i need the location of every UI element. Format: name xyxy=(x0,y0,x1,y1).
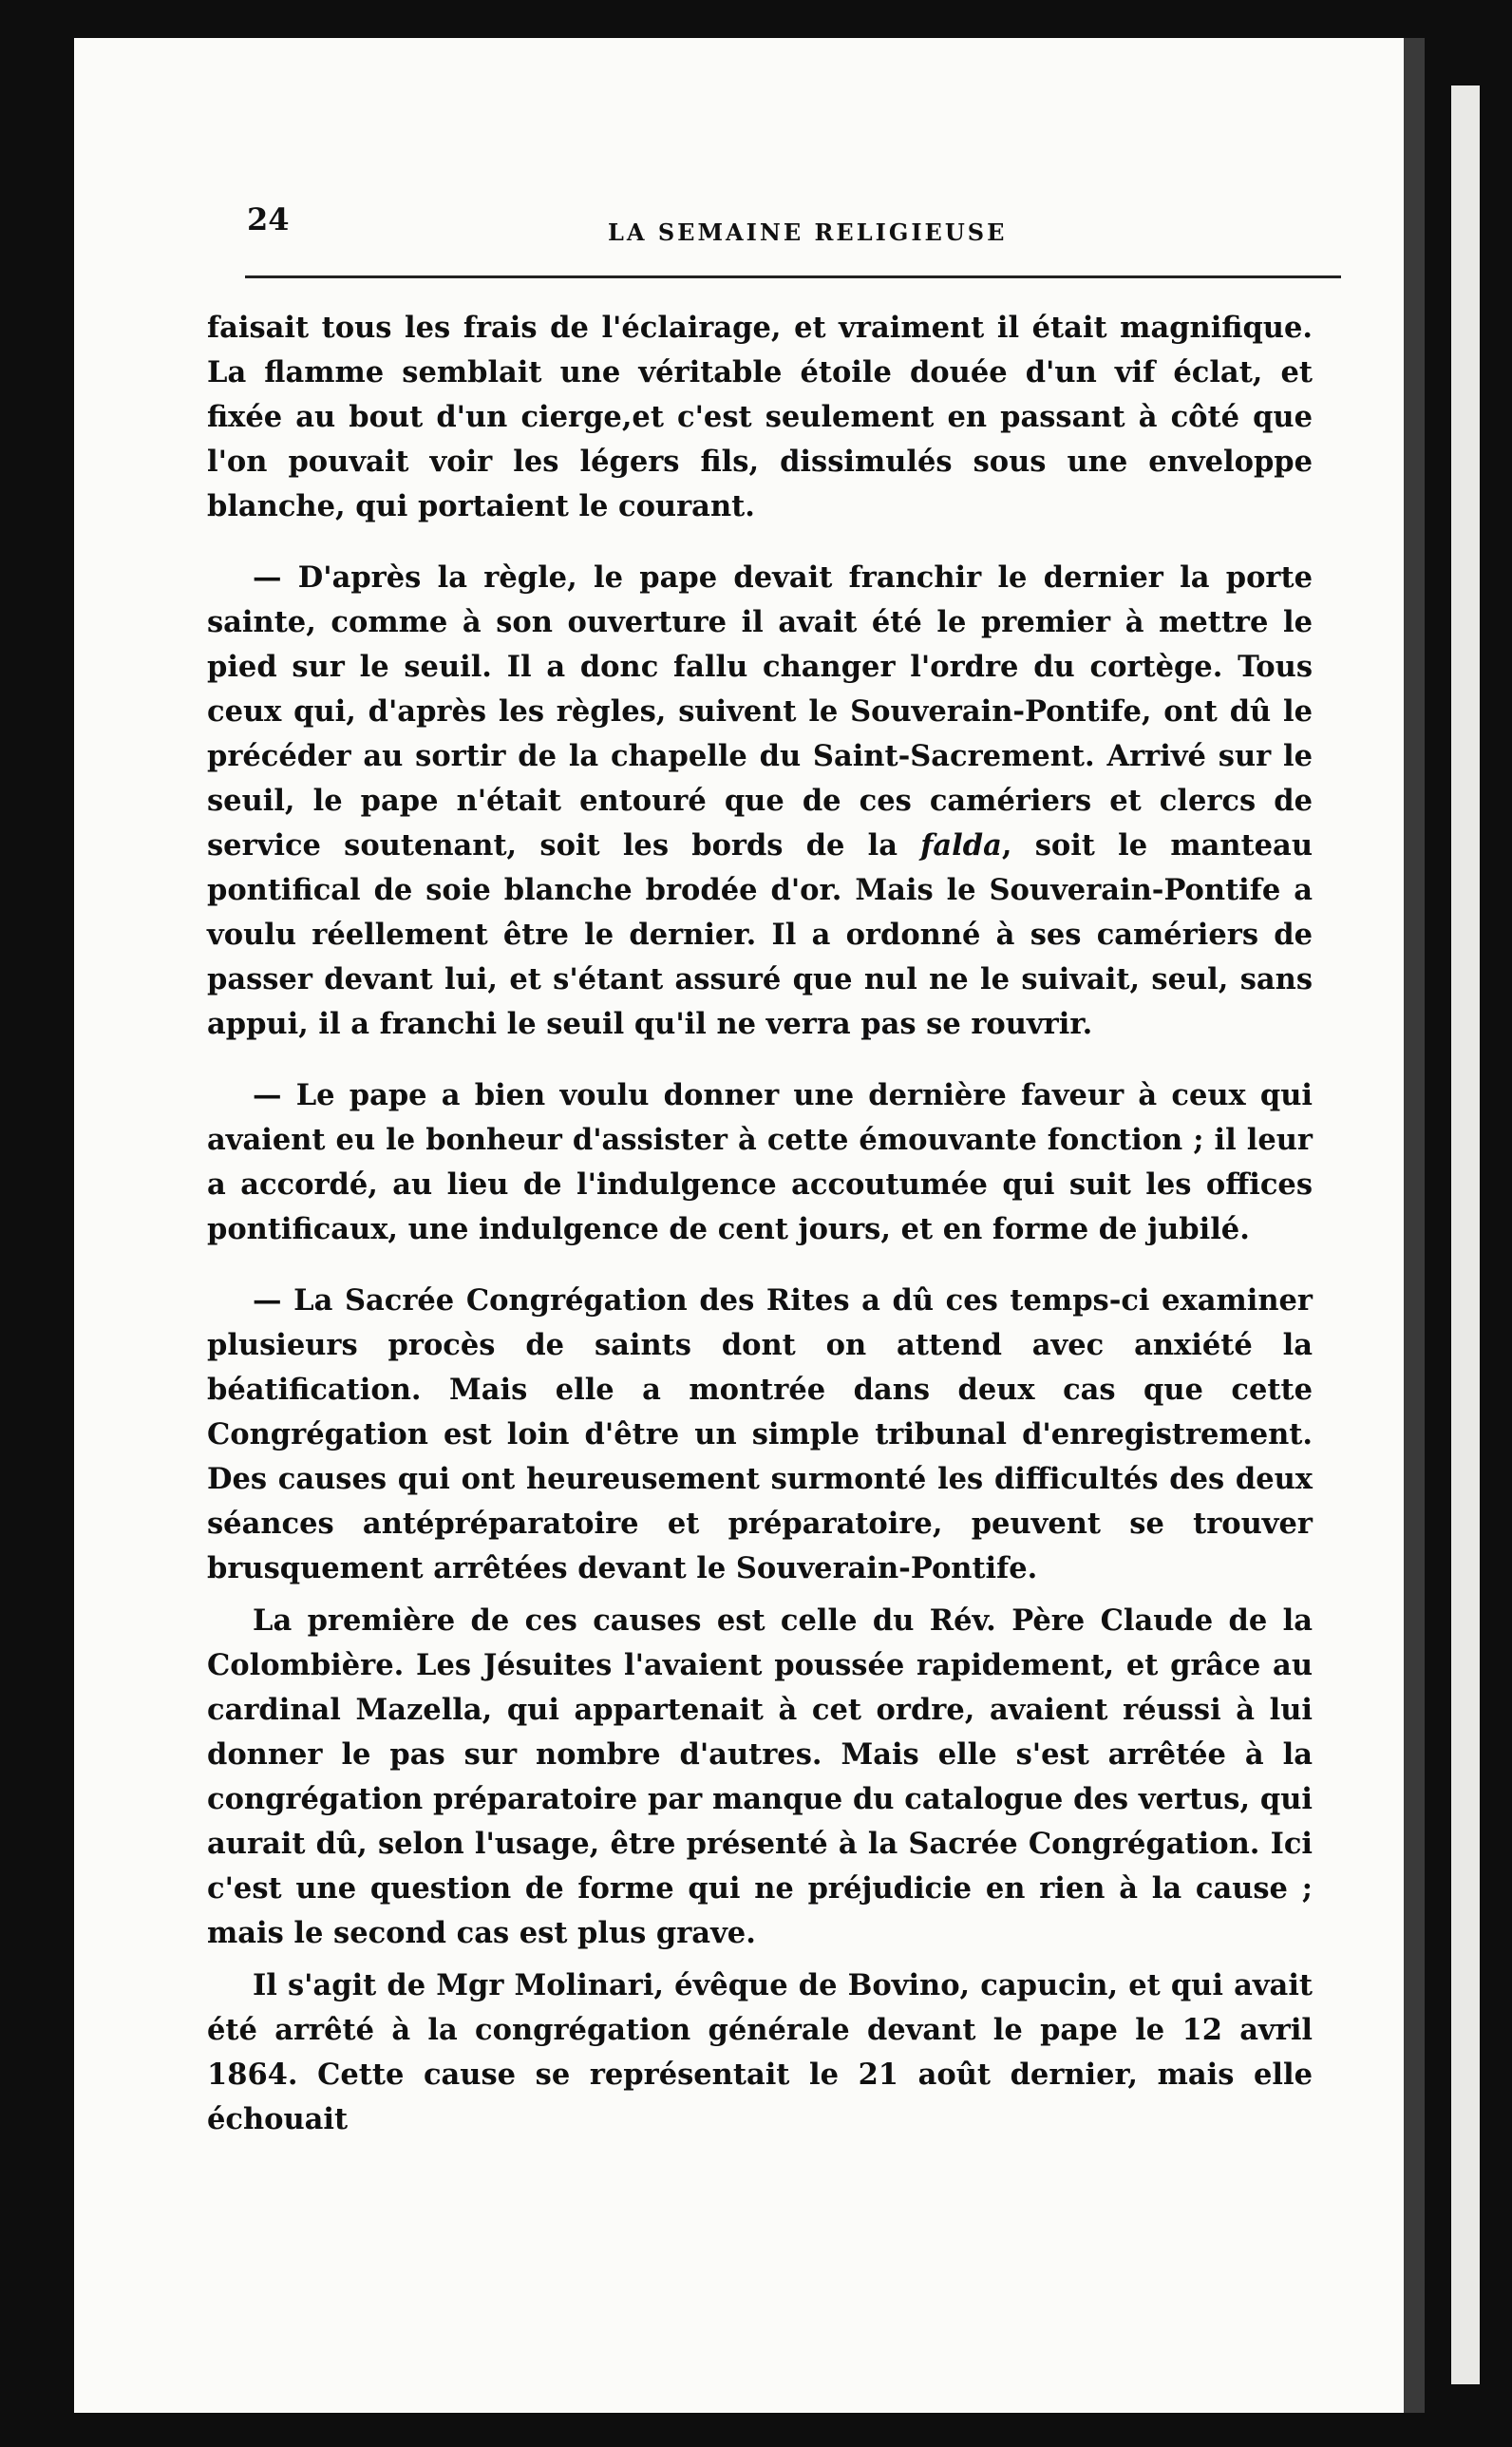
body-text xyxy=(207,306,1313,2150)
page-header xyxy=(171,201,1341,258)
paragraph-text: — D'après la règle, le pape devait franchir le dernier la porte sainte, comme à son ouverture il avait été le premier à mettre le pied sur le seuil. Il a donc fallu changer l'ordre du cortège. Tous ceux qui, d'après les règles, suivent le Souverain-Pontife, ont dû le précéder au sortir de la chapelle du Saint-Sacrement. Arrivé sur le seuil, le pape n'était entouré que de ces camériers et clercs de service soutenant, soit les bords de la xyxy=(207,560,1313,863)
paragraph-congregation: — La Sacrée Congrégation des Rites a dû ces temps-ci examiner plusieurs procès de saints dont on attend avec anxiété la béatification. Mais elle a montrée dans deux cas que cette Congrégation est loin d'être un simple tribunal d'enregistrement. Des causes qui ont heureusement surmonté les difficultés des deux séances antépréparatoire et préparatoire, peuvent se trouver brusquement arrêtées devant le Souverain-Pontife. xyxy=(207,1283,1313,1585)
italic-term: falda xyxy=(920,828,1002,863)
running-title: LA SEMAINE RELIGIEUSE xyxy=(608,218,1008,246)
paragraph-text: , soit le manteau pontifical de soie blanche brodée d'or. Mais le Souverain-Pontife a voulu réellement être le dernier. Il a ordonné à ses camériers de passer devant lui, et s'étant assuré que nul ne le suivait, seul, sans appui, il a franchi le seuil qu'il ne verra pas se rouvrir. xyxy=(207,828,1313,1041)
paragraph-indulgence: — Le pape a bien voulu donner une dernière faveur à ceux qui avaient eu le bonheur d'assister à cette émouvante fonction ; il leur a accordé, au lieu de l'indulgence accoutumée qui suit les offices pontificaux, une indulgence de cent jours, et en forme de jubilé. xyxy=(207,1078,1313,1246)
paragraph-porte-sainte xyxy=(207,556,1313,1047)
paragraph-colombiere: La première de ces causes est celle du Rév. Père Claude de la Colombière. Les Jésuites l'avaient poussée rapidement, et grâce au cardinal Mazella, qui appartenait à cet ordre, avaient réussi à lui donner le pas sur nombre d'autres. Mais elle s'est arrêtée à la congrégation préparatoire par manque du catalogue des vertus, qui aurait dû, selon l'usage, être présenté à la Sacrée Congrégation. Ici c'est une question de forme qui ne préjudicie en rien à la cause ; mais le second cas est plus grave. xyxy=(207,1603,1313,1950)
header-rule xyxy=(245,275,1341,278)
paragraph-continuation: faisait tous les frais de l'éclairage, et vraiment il était magnifique. La flamme semblait une véritable étoile douée d'un vif éclat, et fixée au bout d'un cierge,et c'est seulement en passant à côté que l'on pouvait voir les légers fils, dissimulés sous une enveloppe blanche, qui portaient le courant. xyxy=(207,311,1313,523)
paragraph-molinari: Il s'agit de Mgr Molinari, évêque de Bovino, capucin, et qui avait été arrêté à la congrégation générale devant le pape le 12 avril 1864. Cette cause se représentait le 21 août dernier, mais elle échouait xyxy=(207,1968,1313,2136)
page-edge xyxy=(1451,85,1480,2384)
page-number: 24 xyxy=(247,201,290,237)
